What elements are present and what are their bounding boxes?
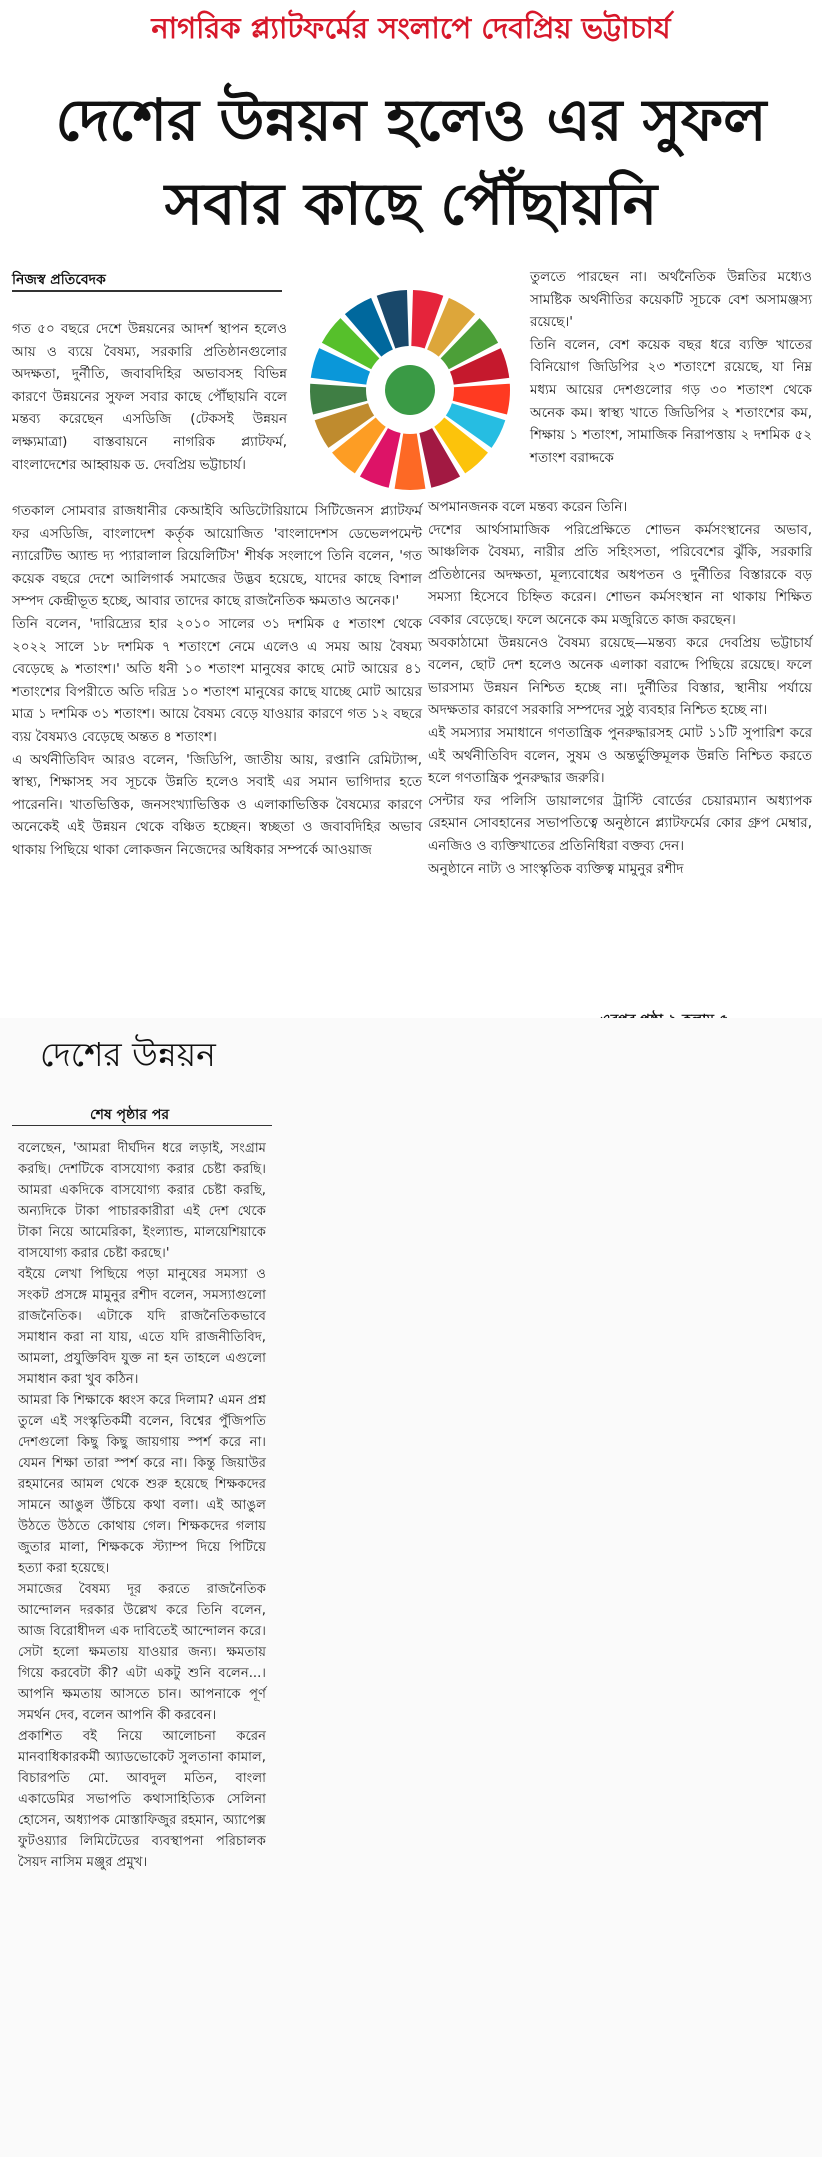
continuation-column bbox=[18, 1138, 266, 1873]
paragraph: বলেছেন, 'আমরা দীর্ঘদিন ধরে লড়াই, সংগ্রাম করছি। দেশটিকে বাসযোগ্য করার চেষ্টা করছি। আমরা একদিকে বাসযোগ্য করার চেষ্টা করছি, অন্যদিকে টাকা পাচারকারীরা এই দেশ থেকে টাকা নিয়ে আমেরিকা, ইংল্যান্ড, মালয়েশিয়াকে বাসযোগ্য করার চেষ্টা করছে।' bbox=[18, 1141, 266, 1261]
sdg-wheel-segment bbox=[395, 433, 426, 490]
paragraph: দেশের আর্থসামাজিক পরিপ্রেক্ষিতে শোভন কর্মসংস্থানের অভাব, আঞ্চলিক বৈষম্য, নারীর প্রতি সহিংসতা, পরিবেশের ঝুঁকি, সরকারি প্রতিষ্ঠানের অদক্ষতা, মূল্যবোধের অধপতন ও দুর্নীতির বিস্তারকে বড় সমস্যা হিসেবে চিহ্নিত করেন। শোভন কর্মসংস্থান না থাকায় শিক্ষিত বেকার বেড়েছে। ফলে অনেকে কম মজুরিতে কাজ করছেন। bbox=[428, 521, 812, 628]
continuation-subtitle: শেষ পৃষ্ঠার পর bbox=[90, 1107, 170, 1123]
paragraph: গত ৫০ বছরে দেশে উন্নয়নের আদর্শ স্থাপন হলেও আয় ও ব্যয়ে বৈষম্য, সরকারি প্রতিষ্ঠানগুলোর অদক্ষতা, দুর্নীতি, জবাবদিহির অভাবসহ বিভিন্ন কারণে উন্নয়নের সুফল সবার কাছে পৌঁছায়নি বলে মন্তব্য করেছেন এসডিজি (টেকসই উন্নয়ন লক্ষ্যমাত্রা) বাস্তবায়নে নাগরিক প্ল্যাটফর্ম, বাংলাদেশের আহ্বায়ক ড. দেবপ্রিয় ভট্টাচার্য। bbox=[12, 321, 287, 473]
paragraph: বইয়ে লেখা পিছিয়ে পড়া মানুষের সমস্যা ও সংকট প্রসঙ্গে মামুনুর রশীদ বলেন, সমস্যাগুলো রাজনৈতিক। এটাকে যদি রাজনৈতিকভাবে সমাধান করা না যায়, এতে যদি রাজনীতিবিদ, আমলা, প্রযুক্তিবিদ যুক্ত না হন তাহলে এগুলো সমাধান করা খুব কঠিন। bbox=[18, 1267, 266, 1387]
paragraph: তিনি বলেন, 'দারিদ্র্যের হার ২০১০ সালের ৩১ দশমিক ৫ শতাংশ থেকে ২০২২ সালে ১৮ দশমিক ৭ শতাংশে নেমে এলেও এ সময় আয় বৈষম্য বেড়েছে ৯ শতাংশ।' অতি ধনী ১০ শতাংশ মানুষের কাছে মোট আয়ের ৪১ শতাংশের বিপরীতে অতি দরিদ্র ১০ শতাংশ মানুষের কাছে যাচ্ছে মোট আয়ের মাত্র ১ দশমিক ৩১ শতাংশ। আয়ে বৈষম্য বেড়ে যাওয়ার কারণে গত ১২ বছরে ব্যয় বৈষম্যও বেড়েছে অন্তত ৪ শতাংশ। bbox=[12, 615, 422, 745]
continuation-rule bbox=[12, 1125, 272, 1126]
paragraph: আমরা কি শিক্ষাকে ধ্বংস করে দিলাম? এমন প্রশ্ন তুলে এই সংস্কৃতিকর্মী বলেন, বিশ্বের পুঁজিপতি দেশগুলো কিছু কিছু জায়গায় স্পর্শ করে না। যেমন শিক্ষা তারা স্পর্শ করে না। কিন্তু জিয়াউর রহমানের আমল থেকে শুরু হয়েছে শিক্ষকদের সামনে আঙুল উঁচিয়ে কথা বলা। এই আঙুল উঠতে উঠতে কোথায় গেল। শিক্ষকদের গলায় জুতার মালা, শিক্ষককে স্ট্যাম্প দিয়ে পিটিয়ে হত্যা করা হয়েছে। bbox=[18, 1393, 266, 1576]
headline-line-2: সবার কাছে পৌঁছায়নি bbox=[164, 170, 658, 238]
paragraph: তুলতে পারছেন না। অর্থনৈতিক উন্নতির মধ্যেও সামষ্টিক অর্থনীতির কয়েকটি সূচকে বেশ অসামঞ্জস্য রয়েছে।' bbox=[530, 269, 812, 331]
paragraph: গতকাল সোমবার রাজধানীর কেআইবি অডিটোরিয়ামে সিটিজেনস প্ল্যাটফর্ম ফর এসডিজি, বাংলাদেশ কর্তৃক আয়োজিত 'বাংলাদেশস ডেভেলপমেন্ট ন্যারেটিভ অ্যান্ড দ্য প্যারালাল রিয়েলিটিস' শীর্ষক সংলাপে তিনি বলেন, 'গত কয়েক বছরে দেশে আলিগার্ক সমাজের উদ্ভব হয়েছে, যাদের কাছে বিশাল সম্পদ কেন্দ্রীভূত হচ্ছে, আবার তাদের কাছে রাজনৈতিক ক্ষমতাও অনেক।' bbox=[12, 503, 422, 610]
paragraph: এই সমস্যার সমাধানে গণতান্ত্রিক পুনরুদ্ধারসহ মোট ১১টি সুপারিশ করে এই অর্থনীতিবিদ বলেন, সুষম ও অন্তর্ভুক্তিমূলক উন্নতি নিশ্চিত করতে হলে গণতান্ত্রিক পুনরুদ্ধার জরুরি। bbox=[428, 724, 812, 787]
article-column-wide bbox=[12, 500, 422, 862]
paragraph: তিনি বলেন, বেশ কয়েক বছর ধরে ব্যক্তি খাতের বিনিয়োগ জিডিপির ২৩ শতাংশে রয়েছে, যা নিম্ন মধ্যম আয়ের দেশগুলোর গড় ৩০ শতাংশ থেকে অনেক কম। স্বাস্থ্য খাতে জিডিপির ২ শতাংশের কম, শিক্ষায় ১ শতাংশ, সামাজিক নিরাপত্তায় ২ দশমিক ৫২ শতাংশ বরাদ্দকে bbox=[530, 336, 812, 466]
article-column-right-wide bbox=[428, 496, 812, 880]
headline-line-1: দেশের উন্নয়ন হলেও এর সুফল bbox=[55, 86, 767, 154]
byline: নিজস্ব প্রতিবেদক bbox=[12, 272, 106, 288]
article-column-left bbox=[12, 318, 287, 476]
paragraph: অনুষ্ঠানে নাট্য ও সাংস্কৃতিক ব্যক্তিত্ব মামুনুর রশীদ bbox=[428, 860, 684, 877]
headline bbox=[10, 78, 812, 246]
paragraph: এ অর্থনীতিবিদ আরও বলেন, 'জিডিপি, জাতীয় আয়, রপ্তানি রেমিট্যান্স, স্বাস্থ্য, শিক্ষাসহ সব সূচকে উন্নতি হলেও সবাই এর সমান ভাগিদার হতে পারেননি। খাতভিত্তিক, জনসংখ্যাভিত্তিক ও এলাকাভিত্তিক বৈষম্যের কারণে অনেকেই এই উন্নয়ন থেকে বঞ্চিত হচ্ছেন। স্বচ্ছতা ও জবাবদিহির অভাব থাকায় পিছিয়ে থাকা লোকজন নিজেদের অধিকার সম্পর্কে আওয়াজ bbox=[12, 751, 422, 858]
paragraph: অবকাঠামো উন্নয়নেও বৈষম্য রয়েছে—মন্তব্য করে দেবপ্রিয় ভট্টাচার্য বলেন, ছোট দেশ হলেও অনেক এলাকা বরাদ্দে পিছিয়ে রয়েছে। ফলে ভারসাম্য উন্নয়ন নিশ্চিত হচ্ছে না। দুর্নীতির বিস্তার, স্থানীয় পর্যায়ে অদক্ষতার কারণে সরকারি সম্পদের সুষ্ঠু ব্যবহার নিশ্চিত হচ্ছে না। bbox=[428, 634, 812, 719]
paragraph: প্রকাশিত বই নিয়ে আলোচনা করেন মানবাধিকারকর্মী অ্যাডভোকেট সুলতানা কামাল, বিচারপতি মো. আবদুল মতিন, বাংলা একাডেমির সভাপতি কথাসাহিত্যিক সেলিনা হোসেন, অধ্যাপক মোস্তাফিজুর রহমান, অ্যাপেক্স ফুটওয়্যার লিমিটেডের ব্যবস্থাপনা পরিচালক সৈয়দ নাসিম মঞ্জুর প্রমুখ। bbox=[18, 1729, 266, 1870]
article-column-right-top bbox=[530, 266, 812, 469]
paragraph: সেন্টার ফর পলিসি ডায়ালগের ট্রাস্টি বোর্ডের চেয়ারম্যান অধ্যাপক রেহমান সোবহানের সভাপতিত্বে অনুষ্ঠানে প্ল্যাটফর্মের কোর গ্রুপ মেম্বার, এনজিও ও ব্যক্তিখাতের প্রতিনিধিরা বক্তব্য দেন। bbox=[428, 792, 812, 854]
kicker: নাগরিক প্ল্যাটফর্মের সংলাপে দেবপ্রিয় ভট্টাচার্য bbox=[151, 11, 671, 45]
paragraph: অপমানজনক বলে মন্তব্য করেন তিনি। bbox=[428, 499, 628, 515]
continuation-title: দেশের উন্নয়ন bbox=[40, 1035, 216, 1074]
sdg-wheel-logo bbox=[300, 285, 520, 495]
paragraph: সমাজের বৈষম্য দূর করতে রাজনৈতিক আন্দোলন দরকার উল্লেখ করে তিনি বলেন, আজ বিরোধীদল এক দাবিতেই আন্দোলন করে। সেটা হলো ক্ষমতায় যাওয়ার জন্য। ক্ষমতায় গিয়ে করবেটা কী? এটা একটু শুনি বলেন...। আপনি ক্ষমতায় আসতে চান। আপনাকে পূর্ণ সমর্থন দেব, বলেন আপনি কী করবেন। bbox=[18, 1582, 266, 1723]
